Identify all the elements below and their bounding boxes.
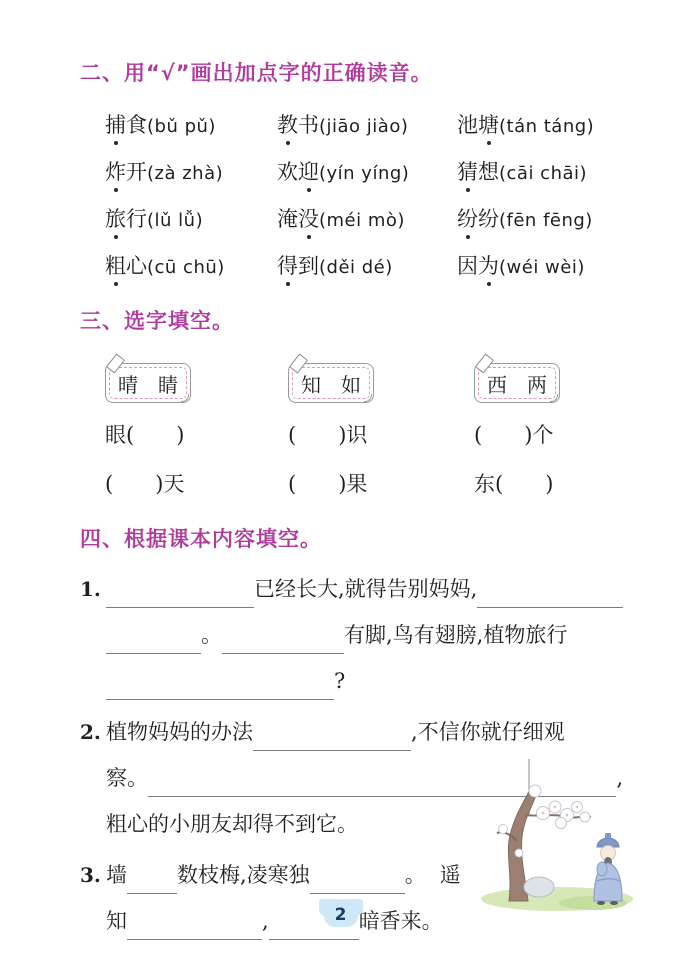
word-pre: 池 — [457, 113, 478, 137]
pinyin-item[interactable] — [105, 252, 277, 282]
fill-cell[interactable]: 眼( ) — [105, 423, 185, 447]
dotted-char: 教 — [277, 113, 298, 137]
fill-cell[interactable]: ( )识 — [288, 423, 368, 447]
section-3-title: 三、选字填空。 — [80, 309, 234, 333]
character-cards-row — [105, 363, 623, 403]
fill-blank[interactable] — [106, 581, 254, 608]
fill-blank[interactable] — [106, 673, 334, 700]
question-line — [106, 666, 623, 697]
page-curl-icon — [364, 394, 372, 402]
pinyin-options: (méi mò) — [319, 210, 405, 231]
poet-figure — [594, 833, 622, 905]
question-text: 。 — [201, 623, 222, 647]
pinyin-options: (wéi wèi) — [499, 257, 585, 278]
fill-blank[interactable] — [477, 581, 623, 608]
question-1 — [80, 574, 623, 697]
pinyin-options: (bǔ pǔ) — [147, 116, 216, 137]
pinyin-options: (děi dé) — [319, 257, 393, 278]
dotted-char: 迎 — [298, 160, 319, 184]
question-text: 暗香来。 — [358, 909, 443, 933]
dotted-char: 纷 — [457, 207, 478, 231]
question-line — [106, 906, 498, 937]
question-text: , — [262, 909, 269, 933]
choose-character-grid — [105, 422, 623, 497]
dotted-char: 得 — [277, 254, 298, 278]
pinyin-options: (fēn fēng) — [499, 210, 593, 231]
word-post: 行 — [126, 207, 147, 231]
word-post: 想 — [478, 160, 499, 184]
pinyin-item[interactable] — [105, 111, 277, 141]
fill-blank[interactable] — [106, 627, 201, 654]
fill-cell[interactable]: 东( ) — [474, 472, 554, 496]
pinyin-item[interactable] — [277, 205, 457, 235]
pinyin-choice-grid — [105, 111, 623, 282]
card-characters: 知 如 — [301, 372, 361, 397]
word-post: 心 — [126, 254, 147, 278]
dotted-char: 猜 — [457, 160, 478, 184]
question-line — [106, 717, 623, 748]
pinyin-item[interactable] — [457, 111, 623, 141]
pinyin-options: (cū chū) — [147, 257, 225, 278]
pinyin-item[interactable] — [277, 111, 457, 141]
fill-blank[interactable] — [310, 867, 405, 894]
pinyin-item[interactable] — [457, 158, 623, 188]
word-pre: 淹 — [277, 207, 298, 231]
question-text: 遥 — [439, 863, 461, 887]
pinyin-options: (yín yíng) — [319, 163, 410, 184]
question-text: 粗心的小朋友却得不到它。 — [106, 812, 358, 836]
question-lines — [106, 860, 498, 937]
dotted-char: 为 — [478, 254, 499, 278]
dotted-char: 捕 — [105, 113, 126, 137]
word-pre: 欢 — [277, 160, 298, 184]
tape-icon — [289, 353, 308, 373]
fill-cell[interactable]: ( )天 — [105, 472, 185, 496]
question-line — [106, 860, 498, 891]
question-text: ,不信你就仔细观 — [411, 720, 565, 744]
pinyin-item[interactable] — [105, 158, 277, 188]
pinyin-options: (cāi chāi) — [499, 163, 588, 184]
pinyin-options: (zà zhà) — [147, 163, 224, 184]
fill-cell[interactable]: ( )个 — [474, 423, 554, 447]
fill-cell[interactable]: ( )果 — [288, 472, 368, 496]
card-characters: 晴 睛 — [118, 372, 178, 397]
question-text: ? — [334, 669, 346, 693]
question-text: 数枝梅,凌寒独 — [177, 863, 310, 887]
word-post: 开 — [126, 160, 147, 184]
pinyin-item[interactable] — [277, 252, 457, 282]
section-4-title: 四、根据课本内容填空。 — [80, 527, 322, 551]
word-post: 书 — [298, 113, 319, 137]
word-pre: 因 — [457, 254, 478, 278]
pinyin-options: (jiāo jiào) — [319, 116, 409, 137]
tape-icon — [475, 353, 494, 373]
dotted-char: 塘 — [478, 113, 499, 137]
question-text: 植物妈妈的办法 — [106, 720, 253, 744]
page-curl-icon — [550, 394, 558, 402]
question-text: 察。 — [106, 766, 148, 790]
section-2-title: 二、用“√”画出加点字的正确读音。 — [80, 61, 433, 85]
character-card — [105, 363, 191, 403]
question-text: 墙 — [106, 863, 127, 887]
question-number: 1. — [80, 577, 101, 601]
pinyin-options: (lǔ lǚ) — [147, 210, 204, 231]
question-number: 2. — [80, 720, 101, 744]
question-text: , — [616, 766, 623, 790]
dotted-char: 粗 — [105, 254, 126, 278]
word-post: 食 — [126, 113, 147, 137]
question-number: 3. — [80, 863, 101, 887]
pinyin-item[interactable] — [105, 205, 277, 235]
question-text: 知 — [106, 909, 127, 933]
fill-blank[interactable] — [127, 867, 177, 894]
word-post: 到 — [298, 254, 319, 278]
card-characters: 西 两 — [487, 372, 547, 397]
character-card — [288, 363, 374, 403]
page-number: 2 — [334, 904, 347, 925]
question-lines — [106, 574, 623, 697]
question-line — [106, 574, 623, 605]
question-line — [106, 620, 623, 651]
dotted-char: 炸 — [105, 160, 126, 184]
character-card — [474, 363, 560, 403]
fill-blank[interactable] — [253, 724, 411, 751]
question-text: 。 — [404, 863, 426, 887]
fill-blank[interactable] — [127, 913, 262, 940]
pinyin-item[interactable] — [457, 252, 623, 282]
pinyin-options: (tán táng) — [499, 116, 595, 137]
page-curl-icon — [181, 394, 189, 402]
dotted-char: 没 — [298, 207, 319, 231]
page-number-badge — [324, 902, 358, 927]
pinyin-item[interactable] — [457, 205, 623, 235]
word-post: 纷 — [478, 207, 499, 231]
tape-icon — [106, 353, 125, 373]
plum-tree-poet-illustration — [473, 757, 645, 917]
question-text: 有脚,鸟有翅膀,植物旅行 — [344, 623, 568, 647]
question-text: 已经长大,就得告别妈妈, — [254, 577, 478, 601]
fill-blank[interactable] — [222, 627, 344, 654]
pinyin-item[interactable] — [277, 158, 457, 188]
dotted-char: 旅 — [105, 207, 126, 231]
